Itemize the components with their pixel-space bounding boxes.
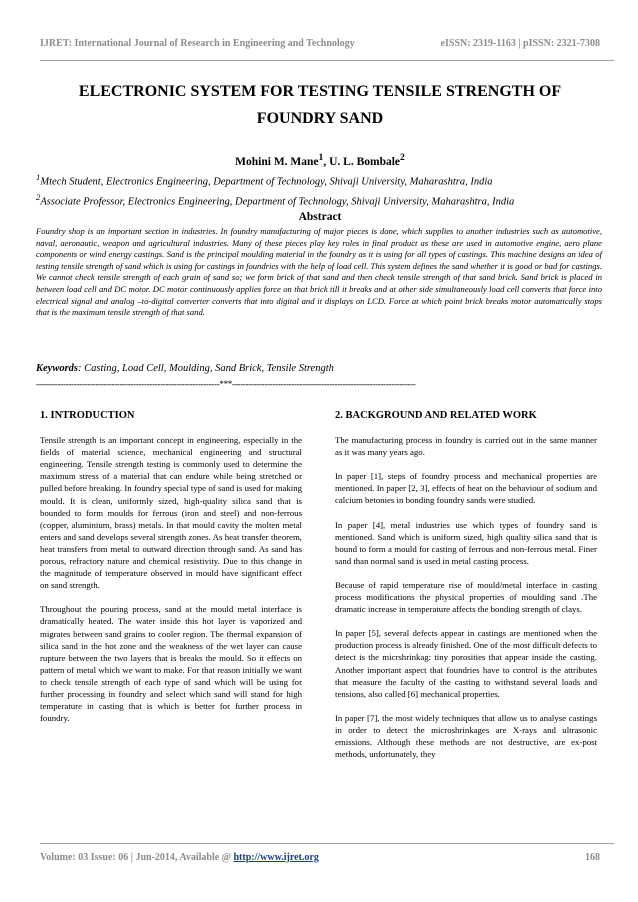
right-column bbox=[335, 410, 597, 772]
author-affil-mark: 2 bbox=[400, 152, 405, 163]
affiliation-line: $^2$Associate Professor, Electronics Engineering, Department of Technology, Shivaji University, Maharashtra, India bbox=[36, 191, 515, 207]
body-paragraph: In paper [7], the most widely techniques that allow us to analyse castings in order to detect the microshrinkages are X-rays and ultrasonic emissions. Although these methods are not destructive, are ex-post methods, unfortunately, they bbox=[335, 712, 597, 760]
body-paragraph: In paper [5], several defects appear in castings are mentioned when the production process is already finished. One of the most difficult defects to detect is the micrshrinkag: tiny porosities that appear inside the casting. Another important aspect that foundries have to control is the attributes that measure the faculty of the casting to withstand several loads and tensions, also called [6] mechanical properties. bbox=[335, 628, 597, 699]
keywords-text: : Casting, Load Cell, Moulding, Sand Brick, Tensile Strength bbox=[78, 363, 334, 374]
section-heading-background: 2. BACKGROUND AND RELATED WORK bbox=[335, 410, 537, 421]
body-paragraph: Because of rapid temperature rise of mould/metal interface in casting process modifications the physical properties of moulding sand .The dramatic increase in temperature affects the bonding strength of clays. bbox=[335, 579, 597, 615]
author-affil-mark: 1 bbox=[318, 152, 324, 163]
abstract-text: Foundry shop is an important section in industries. In foundry manufacturing of major pieces is done, which supplies to another industries such as automotive, naval, aeronautic, weapon and agricultural industries. Many of these pieces play key roles in final product as these are used in automotive engine, aero plane components or wind energy castings. Sand is the principal moulding material in the foundry as it is using for all types of castings. This machine designs an idea of testing tensile strength of sand which is using for castings in foundries with the help of load cell. This system defines the sand whether it is good or bad for castings. We cannot check tensile strength of each grain of sand so; we form brick of that sand and then check tensile strength of that sand brick. Sand brick is placed in between load cell and DC motor. DC motor continuously applies force on that brick till it breaks and at other side simultaneously load cell converts that force into electrical signal and analog –to-digital converter converts that into digital and it displays on LCD. Force at which point brick breaks motor automatically stops that is the maximum tensile strength of that sand. bbox=[36, 226, 602, 318]
affiliations bbox=[36, 170, 606, 209]
paper-title bbox=[40, 78, 600, 132]
header-divider bbox=[40, 60, 614, 61]
body-paragraph: In paper [1], steps of foundry process and mechanical properties are mentioned. In paper [2, 3], effects of heat on the behaviour of sodium and calcium betonies in bonding foundry sands were studied. bbox=[335, 471, 597, 506]
left-column bbox=[40, 410, 302, 736]
section-separator: --------------------------------------------------------------------***-------------------------------------------------------------------- bbox=[36, 379, 416, 389]
journal-website-link[interactable]: http://www.ijret.org bbox=[233, 852, 319, 863]
page-footer bbox=[40, 852, 600, 863]
body-paragraph: The manufacturing process in foundry is carried out in the same manner as it was many years ago. bbox=[335, 435, 597, 458]
title-line-1: ELECTRONIC SYSTEM FOR TESTING TENSILE STRENGTH OF bbox=[78, 83, 562, 100]
author-name: U. L. Bombale bbox=[329, 155, 401, 168]
author-name: Mohini M. Mane bbox=[235, 155, 319, 168]
footer-volume-info: Volume: 03 Issue: 06 | Jun-2014, Available @ http://www.ijret.org bbox=[40, 852, 319, 863]
affiliation-line: $^1$Mtech Student, Electronics Engineering, Department of Technology, Shivaji University, Maharashtra, India bbox=[36, 172, 493, 188]
body-paragraph: Tensile strength is an important concept in engineering, especially in the fields of material science, mechanical engineering and structural engineering. Tensile strength testing is commonly used to determine the maximum stress of a material that can endure while being stretched or pulled before breaking. In foundry special type of sand is used for making mould. It is clean, uniformly sized, high-quality silica sand that is bounded to form moulds for ferrous (iron and steel) and non-ferrous (copper, aluminium, brass) metals. In that mould cavity the molten metal enters and sand develops several strength zones. As heat transfer theorem, heat transfers from metal to outward direction through sand. As sand has porous, refractory nature and chemical resistivity. Due to this change in the magnitude of temperature observed in mould have significant effect on sand strength. bbox=[40, 435, 302, 591]
keywords bbox=[36, 363, 602, 374]
body-paragraph: In paper [4], metal industries use which types of foundry sand is mentioned. Sand which is uniform sized, high quality silica sand that is bound to form a mould for casting of ferrous and non-ferrous metal. Finer sand than normal sand is used in metal casting process. bbox=[335, 519, 597, 566]
author-separator: , bbox=[323, 155, 330, 168]
journal-name: IJRET: International Journal of Research in Engineering and Technology bbox=[40, 38, 355, 49]
title-line-2: FOUNDRY SAND bbox=[256, 110, 384, 127]
body-paragraph: Throughout the pouring process, sand at the mould metal interface is dramatically heated. The water inside this hot layer is vaporized and migrates between sand grains to cooler region. The thermal expansion of silica sand in the hot zone and the weakness of the wet layer can cause rupture between the two layers that is breaks the mould. So it effects on pattern of metal which we want to make. For that reason initially we want to check tensile strength of each type of sand which will be using for further processing in foundry and select which sand will stand for high temperature in casting that is which is better for further process in foundry. bbox=[40, 604, 302, 724]
issn-info: eISSN: 2319-1163 | pISSN: 2321-7308 bbox=[440, 38, 600, 49]
abstract-heading: Abstract bbox=[298, 211, 342, 223]
footer-divider bbox=[40, 843, 614, 844]
section-heading-introduction: 1. INTRODUCTION bbox=[40, 410, 135, 421]
page-header bbox=[40, 38, 600, 49]
page-number: 168 bbox=[585, 852, 600, 863]
keywords-label: Keywords bbox=[36, 363, 78, 374]
author-list bbox=[40, 152, 600, 168]
